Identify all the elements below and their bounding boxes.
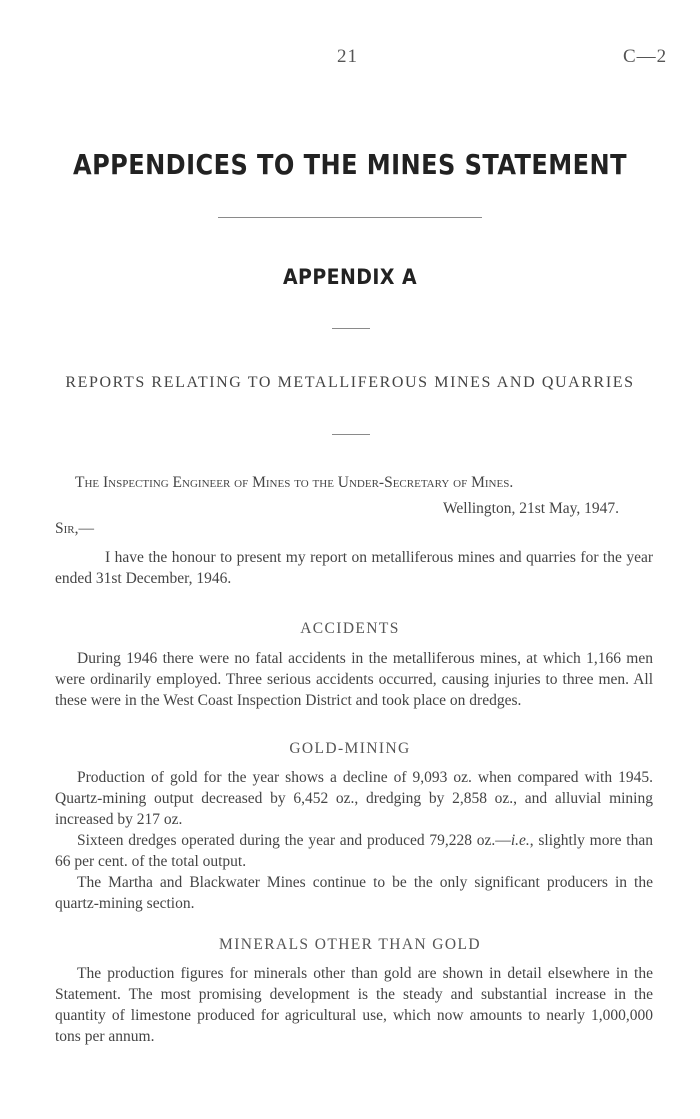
accidents-heading: ACCIDENTS [300,620,400,637]
page-code: C—2 [623,46,668,67]
appendix-divider [332,328,370,329]
place-date: Wellington, 21st May, 1947. [443,500,619,517]
page-title: APPENDICES TO THE MINES STATEMENT [72,148,628,181]
minerals-paragraph: The production figures for minerals other than gold are shown in detail elsewhere in the Statement. The most promising development is the steady and substantial increase in the quantity of limestone produced for agricultural use, which now amounts to nearly 1,000,000 tons per annum. [55,965,653,1045]
gold-paragraph-1: Production of gold for the year shows a decline of 9,093 oz. when compared with 1945. Quartz-mining output decreased by 6,452 oz., dredging by 2,858 oz., and alluvial mining increased by 217 oz. [55,769,653,828]
gold-paragraph-3: The Martha and Blackwater Mines continue to be the only significant producers in the quartz-mining section. [55,874,653,912]
salutation: Sir,— [55,520,94,537]
reports-subheading: REPORTS RELATING TO METALLIFEROUS MINES AND QUARRIES [65,374,635,391]
subheading-divider [332,434,370,435]
gold-paragraph-2: Sixteen dredges operated during the year and produced 79,228 oz.—i.e., slightly more than 66 per cent. of the total output. [55,832,653,870]
addressee-line: The Inspecting Engineer of Mines to the Under-Secretary of Mines. [75,474,514,491]
page-number: 21 [337,46,358,67]
minerals-heading: MINERALS OTHER THAN GOLD [219,936,481,953]
gold-mining-heading: GOLD-MINING [289,740,411,757]
intro-paragraph: I have the honour to present my report on metalliferous mines and quarries for the year ended 31st December, 1946. [55,549,653,587]
title-divider [218,217,482,218]
gold-mining-body [55,767,653,914]
accidents-paragraph: During 1946 there were no fatal accidents in the metalliferous mines, at which 1,166 men were ordinarily employed. Three serious accidents occurred, causing injuries to three men. All these were in the West Coast Inspection District and took place on dredges. [55,650,653,709]
appendix-label: APPENDIX A [282,265,418,289]
